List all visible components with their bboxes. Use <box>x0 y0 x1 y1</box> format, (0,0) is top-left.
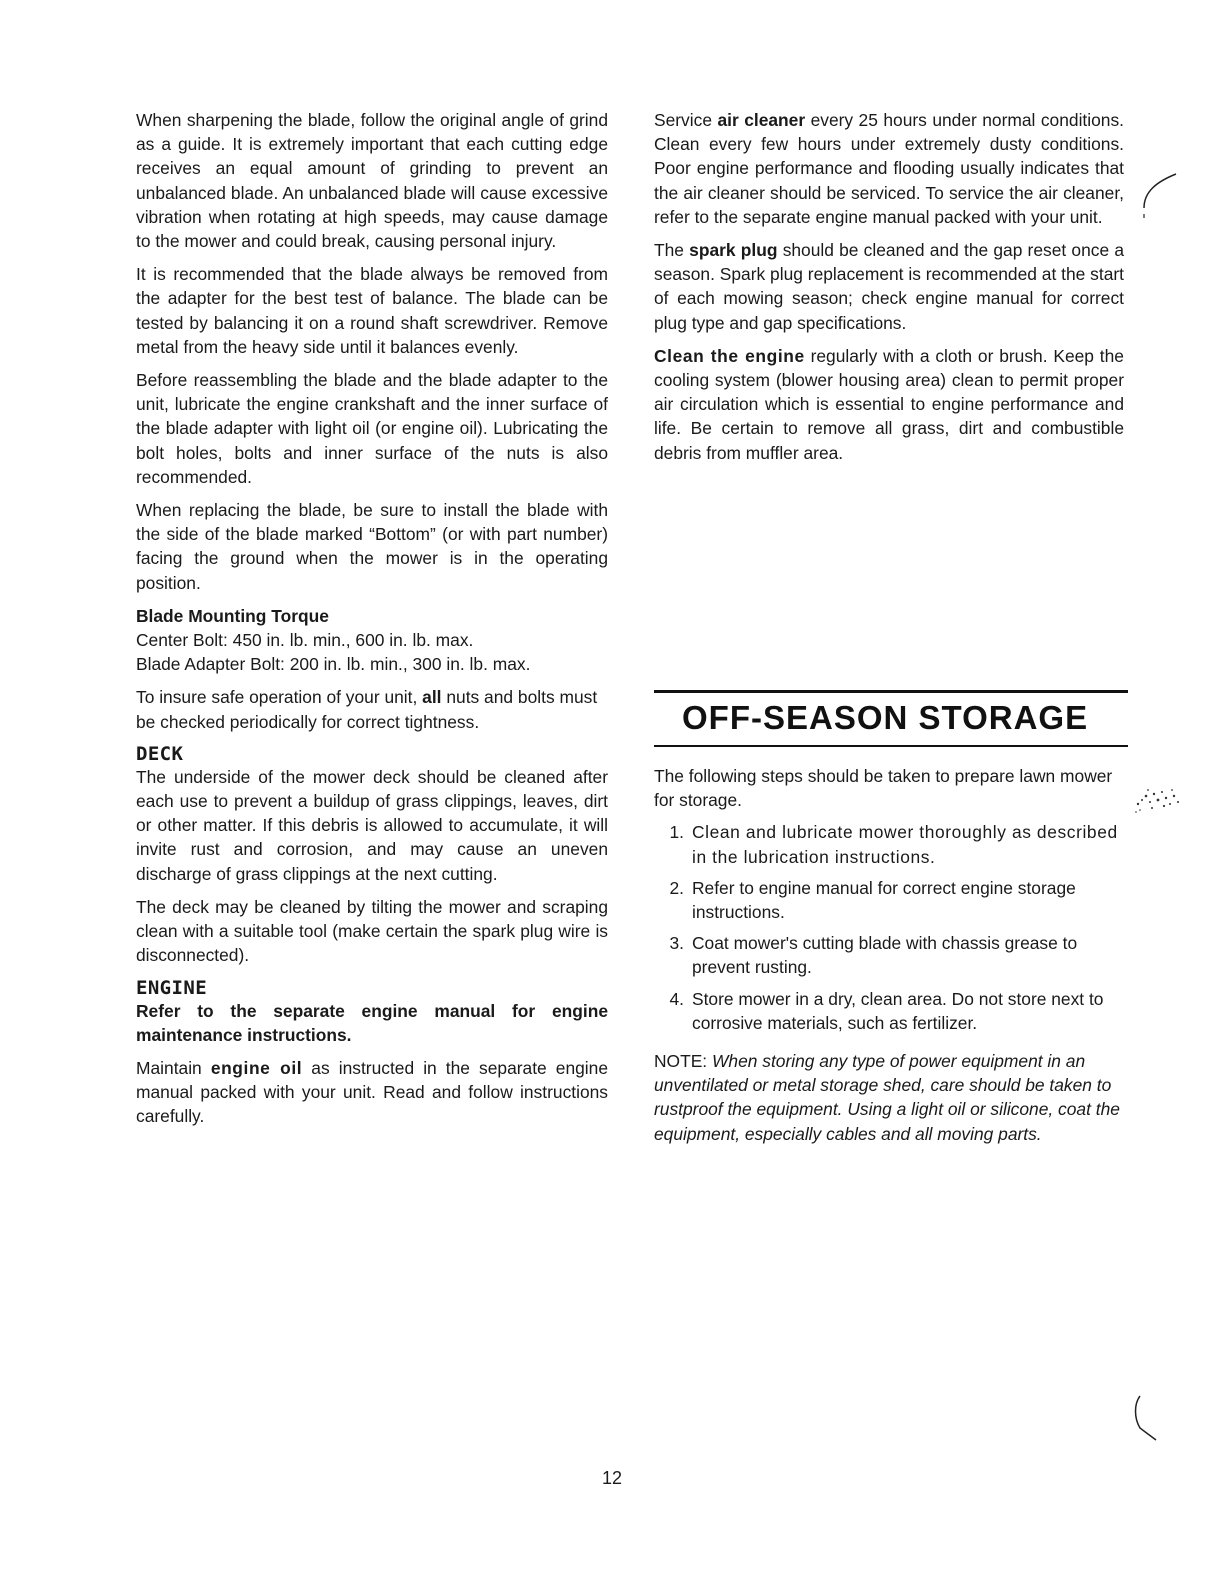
deck-heading: DECK <box>136 742 184 765</box>
engine-manual-note: Refer to the separate engine manual for engine maintenance instructions. <box>136 1000 608 1045</box>
storage-intro: The following steps should be taken to prepare lawn mower for storage. <box>654 766 1113 811</box>
torque-block <box>136 604 608 677</box>
storage-body <box>654 764 1126 1155</box>
scan-mark-top-right <box>1136 170 1186 230</box>
right-column <box>654 108 1124 474</box>
safe-operation-paragraph: To insure safe operation of your unit, all nuts and bolts must be checked periodically for correct tightness. <box>136 687 598 732</box>
storage-step: 2. Refer to engine manual for correct engine storage instructions. <box>669 877 1076 923</box>
page-number: 12 <box>601 1468 623 1488</box>
storage-step: 3. Coat mower's cutting blade with chassis grease to prevent rusting. <box>669 933 1078 978</box>
storage-rule-top <box>654 690 1128 693</box>
blade-replacing-paragraph: When replacing the blade, be sure to install the blade with the side of the blade marked “Bottom” (or with part number) facing the ground when the mower is in the operating position. <box>136 500 608 593</box>
storage-note: NOTE: When storing any type of power equipment in an unventilated or metal storage shed, care should be taken to rustproof the equipment. Using a light oil or silicone, coat the equipment, especially cables and all moving parts. <box>654 1051 1120 1144</box>
storage-step: 4. Store mower in a dry, clean area. Do not store next to corrosive materials, such as fertilizer. <box>669 988 1104 1033</box>
storage-title: OFF-SEASON STORAGE <box>682 699 1089 736</box>
clean-engine-paragraph: Clean the engine regularly with a cloth or brush. Keep the cooling system (blower housing area) clean to permit proper air circulation which is essential to engine performance and life. Be certain to remove all grass, dirt and combustible debris from muffler area. <box>654 345 1124 463</box>
blade-lubrication-paragraph: Before reassembling the blade and the blade adapter to the unit, lubricate the engine crankshaft and the inner surface of the blade adapter with light oil (or engine oil). Lubricating the bolt holes, bolts and inner surface of the nuts is also recommended. <box>136 370 608 487</box>
deck-paragraph-2: The deck may be cleaned by tilting the mower and scraping clean with a suitable tool (make certain the spark plug wire is disconnected). <box>136 896 608 966</box>
deck-paragraph-1: The underside of the mower deck should be cleaned after each use to prevent a buildup of grass clippings, leaves, dirt or other matter. If this debris is allowed to accumulate, it will invite rust and corrosion, and may cause an uneven discharge of grass clippings at the next cutting. <box>136 766 608 884</box>
torque-heading: Blade Mounting Torque <box>136 605 329 626</box>
storage-steps-list <box>654 820 1126 1035</box>
scan-mark-bottom-right <box>1126 1390 1166 1444</box>
torque-center-bolt: Center Bolt: 450 in. lb. min., 600 in. lb. max. <box>136 630 474 651</box>
air-cleaner-paragraph: Service air cleaner every 25 hours under normal conditions. Clean every few hours under extremely dusty conditions. Poor engine performance and flooding usually indicates that the air cleaner should be serviced. To service the air cleaner, refer to the separate engine manual packed with your unit. <box>654 110 1124 227</box>
engine-heading: ENGINE <box>136 976 208 999</box>
engine-oil-paragraph: Maintain engine oil as instructed in the separate engine manual packed with your unit. Read and follow instructions carefully. <box>136 1057 608 1127</box>
storage-step: 1. Clean and lubricate mower thoroughly as described in the lubrication instructions. <box>669 822 1118 867</box>
torque-adapter-bolt: Blade Adapter Bolt: 200 in. lb. min., 300 in. lb. max. <box>136 654 531 675</box>
blade-sharpening-paragraph: When sharpening the blade, follow the original angle of grind as a guide. It is extremely important that each cutting edge receives an equal amount of grinding to prevent an unbalanced blade. An unbalanced blade will cause excessive vibration when rotating at high speeds, may cause damage to the mower and could break, causing personal injury. <box>136 110 608 252</box>
blade-balance-paragraph: It is recommended that the blade always be removed from the adapter for the best test of balance. The blade can be tested by balancing it on a round shaft screwdriver. Remove metal from the heavy side until it balances evenly. <box>136 264 608 357</box>
storage-rule-bottom <box>654 745 1128 747</box>
scan-speckle <box>1130 782 1190 816</box>
storage-header <box>654 690 1128 747</box>
left-column <box>136 108 608 1138</box>
spark-plug-paragraph: The spark plug should be cleaned and the gap reset once a season. Spark plug replacement is recommended at the start of each mowing season; check engine manual for correct plug type and gap specifications. <box>654 240 1124 333</box>
